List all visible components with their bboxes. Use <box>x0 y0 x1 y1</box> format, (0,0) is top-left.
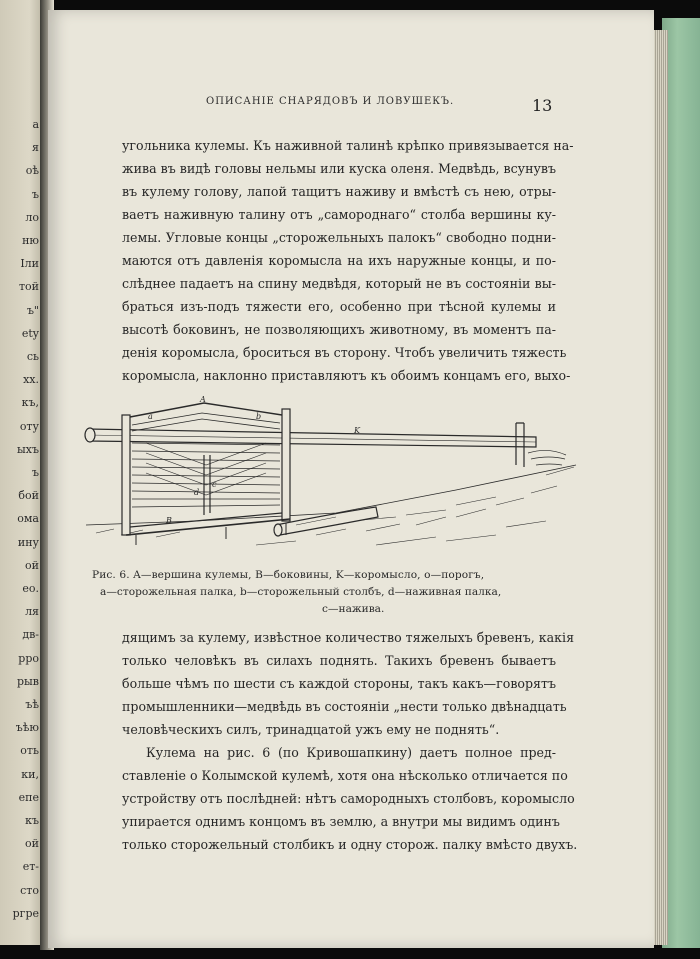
text-line: маются отъ давленія коромысла на ихъ наружные концы, и по- <box>122 253 556 268</box>
left-page-fragment: ки, <box>21 767 39 781</box>
text-line: устройству отъ послѣдней: нѣтъ самородныхъ столбовъ, коромысло <box>122 791 575 806</box>
left-page-fragment: ет- <box>22 860 39 874</box>
left-page-fragment: къ, <box>21 396 39 410</box>
text-line: ставленіе о Колымской кулемѣ, хотя она нѣсколько отличается по <box>122 768 568 783</box>
left-page-fragment: оть <box>20 744 39 758</box>
text-line: Кулема на рис. 6 (по Кривошапкину) даетъ полное пред- <box>146 745 556 760</box>
left-page-fragment: ню <box>22 234 39 247</box>
text-line: въ кулему голову, лапой тащитъ наживу и вмѣстѣ съ нею, отры- <box>122 184 556 199</box>
text-line: только человѣкъ въ силахъ поднять. Такихъ бревенъ бываетъ <box>122 653 556 668</box>
left-page-fragment: ома <box>17 512 39 526</box>
figure-caption-line: a—сторожельная палка, b—сторожельный столбъ, d—наживная палка, <box>100 586 502 598</box>
text-line: жива въ видѣ головы нельмы или куска оленя. Медвѣдь, всунувъ <box>122 161 556 176</box>
left-page-fragment: ло <box>25 210 39 224</box>
left-page-fragment: оѣ <box>25 164 39 178</box>
left-page-fragment: епе <box>18 790 39 804</box>
text-line: ваетъ наживную талину отъ „самороднаго“ столба вершины ку- <box>122 207 556 222</box>
figure-label: c <box>212 480 217 489</box>
text-line: денія коромысла, броситься въ сторону. Чтобъ увеличить тяжесть <box>122 345 567 360</box>
left-page-fragment: ъ <box>32 187 39 201</box>
figure-caption-line: c—нажива. <box>322 603 385 615</box>
text-line: высотѣ боковинъ, не позволяющихъ животному, въ моментъ па- <box>122 322 556 337</box>
text-line: только сторожельный столбикъ и одну сторож. палку вмѣсто двухъ. <box>122 837 578 852</box>
figure-label: d <box>194 488 200 497</box>
left-page-fragment: ргре <box>12 906 39 920</box>
left-page-fragment: ъ <box>32 466 39 479</box>
left-page-fragment: сто <box>20 883 39 897</box>
left-page-fragment: дв- <box>22 628 39 642</box>
left-page-fragment: сь <box>26 350 39 363</box>
left-page-fragment: ой <box>25 837 39 851</box>
text-line: браться изъ-подъ тяжести его, особенно при тѣсной кулемы и <box>122 299 556 314</box>
left-page-fragment: той <box>18 280 39 294</box>
left-page-fragment: ля <box>25 605 39 619</box>
page-number: 13 <box>532 96 553 115</box>
left-page-fragment: а <box>32 118 39 131</box>
left-page-fragment: ъѣ <box>25 698 39 711</box>
text-line: лемы. Угловые концы „сторожельныхъ палокъ“ свободно подни- <box>122 230 556 245</box>
left-page-fragment: ety <box>21 326 39 340</box>
left-page-fragment: оту <box>19 419 39 433</box>
left-page-fragment: я <box>32 141 39 155</box>
text-line: угольника кулемы. Къ наживной талинѣ крѣпко привязывается на- <box>122 138 574 153</box>
left-page-fragment: ъ" <box>26 303 39 317</box>
left-page-fragment: хх. <box>23 373 39 387</box>
left-page-fragment: ыхъ <box>17 442 39 456</box>
text-line: слѣднее падаетъ на спину медвѣдя, который не въ состояніи вы- <box>122 276 556 291</box>
left-page-fragment: Іли <box>20 257 39 271</box>
left-page-fragment: къ <box>25 814 39 827</box>
left-page-fragment: ъѣю <box>15 721 39 735</box>
text-line: человѣческихъ силъ, тринадцатой ужъ ему не поднять“. <box>122 722 500 737</box>
running-head: ОПИСАНІЕ СНАРЯДОВЪ И ЛОВУШЕКЪ. <box>206 96 455 107</box>
text-line: упирается однимъ концомъ въ землю, а внутри мы видимъ одинъ <box>122 814 560 829</box>
text-line: коромысла, наклонно приставляютъ къ обоимъ концамъ его, выхо- <box>122 368 571 383</box>
left-page-fragment: ину <box>17 535 39 549</box>
text-line: промышленники—медвѣдь въ состояніи „нести только двѣнадцать <box>122 699 567 714</box>
left-page-fragment: рро <box>18 651 39 665</box>
left-page-fragment: ой <box>25 558 39 572</box>
figure-caption-line: Рис. 6. A—вершина кулемы, B—боковины, K—коромысло, o—порогъ, <box>92 569 485 581</box>
left-page-fragment: рыв <box>17 674 39 688</box>
figure-label: b <box>256 412 262 421</box>
figure-label: A <box>200 395 206 404</box>
left-page-sliver <box>0 0 42 945</box>
figure-label: B <box>166 516 172 525</box>
left-page-fragment: бой <box>18 489 39 503</box>
trap-engraving <box>76 395 594 565</box>
left-page-fragment: ео. <box>22 582 39 595</box>
text-line: дящимъ за кулему, извѣстное количество тяжелыхъ бревенъ, какія <box>122 630 575 645</box>
figure-label: K <box>354 426 360 435</box>
text-line: больше чѣмъ по шести съ каждой стороны, такъ какъ—говорятъ <box>122 676 556 691</box>
figure-label: a <box>148 412 153 421</box>
